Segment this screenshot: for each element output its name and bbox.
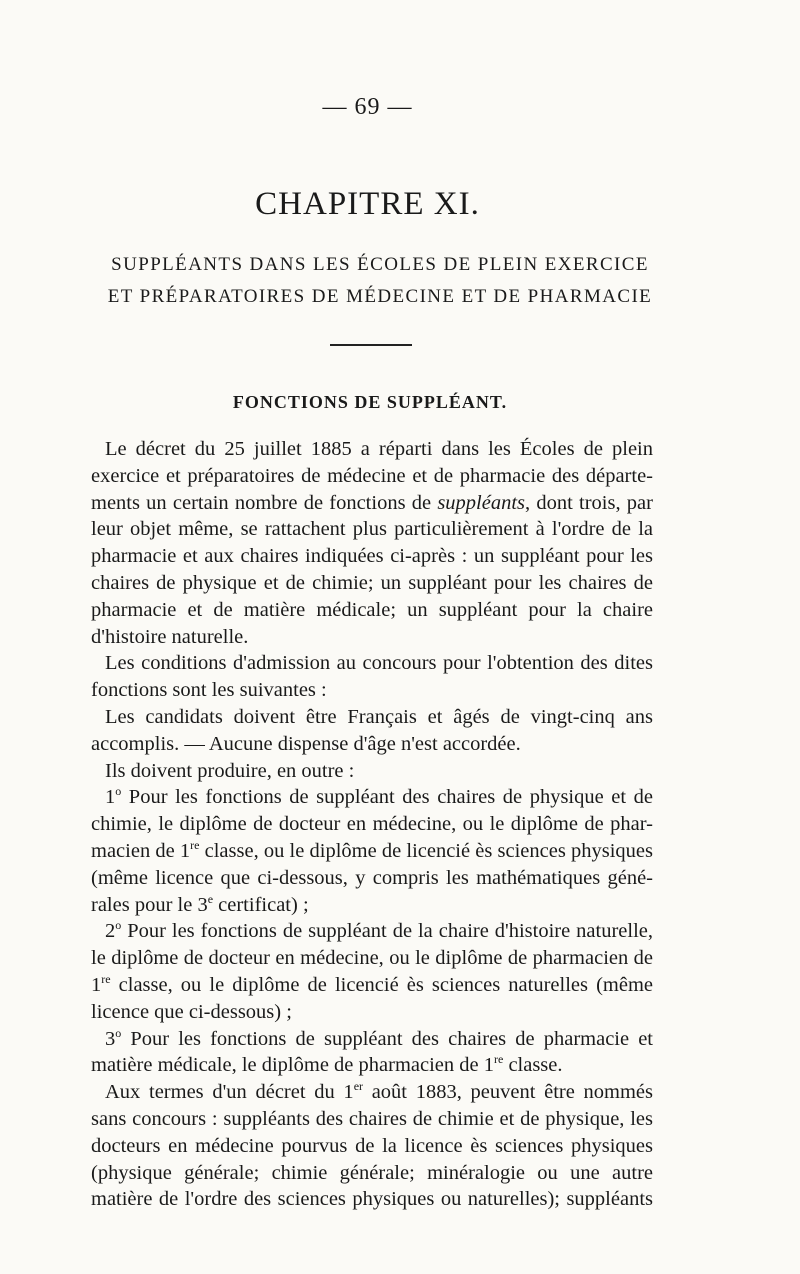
text-line: leur objet même, se rattachent plus particulièrement à l'ordre de la xyxy=(91,518,653,541)
text-span: 2 xyxy=(105,920,116,943)
text-line: matière de l'ordre des sciences physiques ou naturelles); suppléants xyxy=(91,1188,653,1211)
text-span: macien de 1 xyxy=(91,839,191,862)
text-span: classe, ou le diplôme de licencié ès sciences naturelles (même xyxy=(110,973,653,996)
text-line: pharmacie et aux chaires indiquées ci-après : un suppléant pour les xyxy=(91,545,653,568)
superscript: re xyxy=(493,1052,504,1067)
superscript: o xyxy=(115,784,122,799)
text-line: exercice et préparatoires de médecine et de pharmacie des départe- xyxy=(91,464,653,487)
superscript: re xyxy=(190,837,200,852)
text-line: Les candidats doivent être Français et âgés de vingt-cinq ans xyxy=(105,705,653,728)
superscript: er xyxy=(353,1079,364,1094)
text-line xyxy=(91,784,653,811)
body-text xyxy=(91,436,653,1213)
text-line xyxy=(91,490,653,517)
text-span: août 1883, peuvent être nommés xyxy=(363,1081,653,1104)
text-line xyxy=(91,838,653,865)
text-span: , dont trois, par xyxy=(525,491,653,514)
text-line: licence que ci-dessous) ; xyxy=(91,1000,292,1023)
superscript: re xyxy=(101,971,111,986)
text-line: fonctions sont les suivantes : xyxy=(91,679,327,702)
text-line xyxy=(91,1079,653,1106)
text-line xyxy=(91,1026,653,1053)
superscript: o xyxy=(115,1025,122,1040)
text-line: Les conditions d'admission au concours pour l'obtention des dites xyxy=(105,652,653,675)
text-line: chaires de physique et de chimie; un suppléant pour les chaires de xyxy=(91,571,653,594)
text-line: Le décret du 25 juillet 1885 a réparti dans les Écoles de plein xyxy=(105,438,653,460)
text-line: docteurs en médecine pourvus de la licence ès sciences physiques xyxy=(91,1134,653,1157)
text-span: Aux termes d'un décret du 1 xyxy=(105,1081,354,1104)
page-number: — 69 — xyxy=(322,94,413,120)
text-line xyxy=(91,918,653,945)
section-heading: FONCTIONS DE SUPPLÉANT. xyxy=(232,392,508,412)
text-span: rales pour le 3 xyxy=(91,893,208,916)
text-line: d'histoire naturelle. xyxy=(91,625,249,648)
text-line: sans concours : suppléants des chaires de chimie et de physique, les xyxy=(91,1107,653,1130)
superscript: e xyxy=(207,891,214,906)
text-span: ments un certain nombre de fonctions de xyxy=(91,491,438,514)
text-span: classe, ou le diplôme de licencié ès sciences physiques xyxy=(199,839,653,862)
text-line xyxy=(91,1052,653,1079)
text-span: matière médicale, le diplôme de pharmacien de 1 xyxy=(91,1054,494,1077)
chapter-title: CHAPITRE XI. xyxy=(255,186,480,222)
superscript: o xyxy=(115,918,122,933)
text-line xyxy=(91,972,653,999)
text-span: 1 xyxy=(105,786,116,809)
text-line xyxy=(91,892,653,919)
text-line: Ils doivent produire, en outre : xyxy=(105,759,355,782)
horizontal-rule xyxy=(330,344,412,346)
text-span: certificat) ; xyxy=(213,893,309,916)
text-line: (même licence que ci-dessous, y compris les mathématiques géné- xyxy=(91,866,653,889)
text-line: le diplôme de docteur en médecine, ou le diplôme de pharmacien de xyxy=(91,947,653,970)
text-span: classe. xyxy=(503,1054,563,1077)
text-span: Pour les fonctions de suppléant des chaires de physique et de xyxy=(121,786,653,809)
text-span: Pour les fonctions de suppléant des chaires de pharmacie et xyxy=(121,1027,653,1050)
text-line: chimie, le diplôme de docteur en médecine, ou le diplôme de phar- xyxy=(91,813,653,836)
text-span: Pour les fonctions de suppléant de la chaire d'histoire naturelle, xyxy=(121,920,653,943)
subtitle-line-1: SUPPLÉANTS DANS LES ÉCOLES DE PLEIN EXERCICE xyxy=(111,254,649,275)
text-line: accomplis. — Aucune dispense d'âge n'est accordée. xyxy=(91,732,521,755)
text-line: pharmacie et de matière médicale; un suppléant pour la chaire xyxy=(91,598,653,621)
italic-term: suppléants xyxy=(437,491,526,514)
subtitle-line-2: ET PRÉPARATOIRES DE MÉDECINE ET DE PHARMACIE xyxy=(107,286,653,307)
text-span: 3 xyxy=(105,1027,116,1050)
text-line: (physique générale; chimie générale; minéralogie ou une autre xyxy=(91,1161,653,1184)
text-span: 1 xyxy=(91,973,102,996)
